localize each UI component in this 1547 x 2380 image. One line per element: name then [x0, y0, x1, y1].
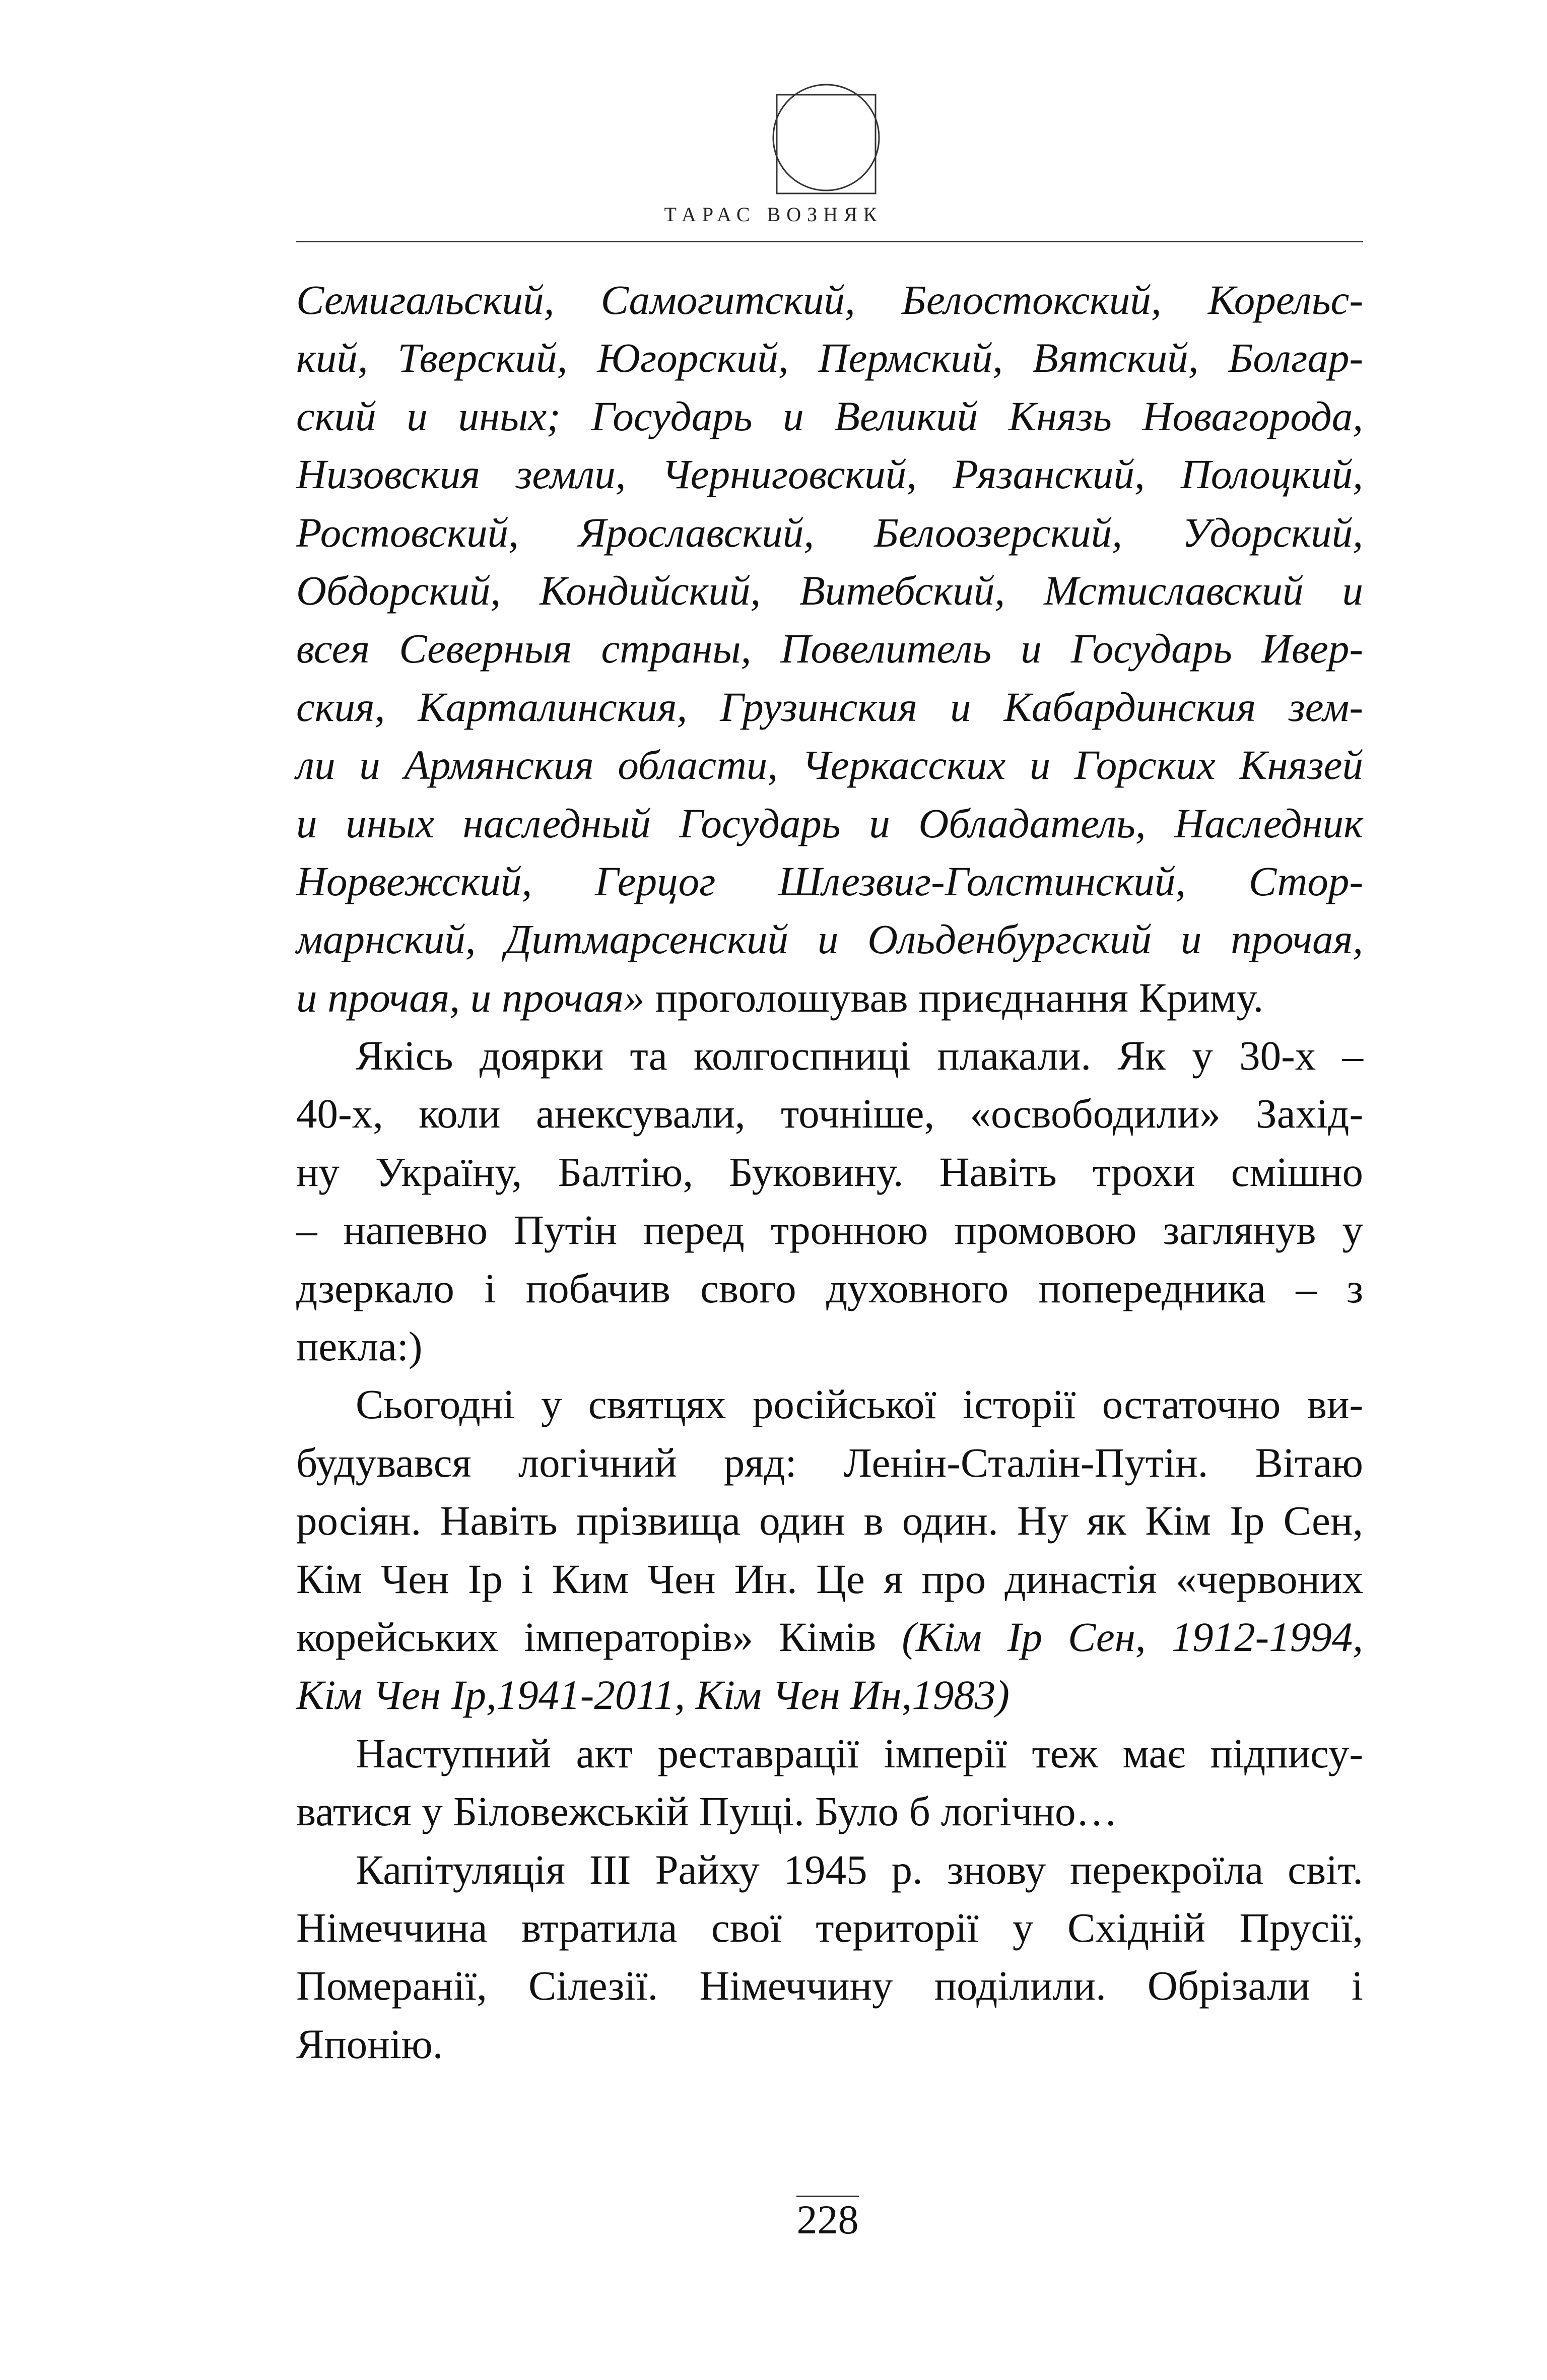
text-segment: будувався логічний ряд: Ленін-Сталін-Путін. Вітаю	[296, 1439, 1363, 1486]
text-segment: Кім Чен Ір і Ким Чен Ин. Це я про династія «червоних	[296, 1555, 1363, 1602]
circle-in-square-emblem-icon	[766, 75, 887, 201]
text-segment: Капітуляція ІІІ Райху 1945 р. знову перекроїла світ.	[356, 1846, 1363, 1893]
text-line	[296, 1375, 1363, 1433]
italic-text-segment: Ростовский, Ярославский, Белоозерский, Удорский,	[296, 509, 1363, 556]
header-rule	[296, 241, 1363, 242]
text-line	[296, 1201, 1363, 1259]
text-line	[296, 736, 1363, 794]
italic-text-segment: (Кім Ір Сен, 1912-1994,	[902, 1613, 1363, 1660]
page-footer	[792, 2196, 863, 2242]
italic-text-segment: Семигальский, Самогитский, Белостокский, Корельс-	[296, 277, 1363, 323]
italic-text-segment: всея Северныя страны, Повелитель и Государь Ивер-	[296, 625, 1363, 672]
text-segment: дзеркало і побачив свого духовного попередника – з	[296, 1265, 1363, 1311]
text-segment: пекла:)	[296, 1323, 423, 1370]
text-line	[296, 1666, 1363, 1724]
text-line	[296, 969, 1363, 1027]
text-line	[296, 1027, 1363, 1085]
text-line	[296, 678, 1363, 736]
text-line	[296, 1957, 1363, 2015]
italic-text-segment: ли и Армянския области, Черкасских и Горских Князей	[296, 742, 1363, 788]
text-line	[296, 795, 1363, 852]
text-line	[296, 504, 1363, 562]
text-line	[296, 620, 1363, 678]
text-line	[296, 1492, 1363, 1550]
page-body-text	[296, 271, 1363, 2073]
page-number: 228	[796, 2197, 859, 2242]
italic-text-segment: марнский, Дитмарсенский и Ольденбургский и прочая,	[296, 916, 1363, 963]
text-line	[296, 1899, 1363, 1957]
text-segment: росіян. Навіть прізвища один в один. Ну як Кім Ір Сен,	[296, 1497, 1363, 1544]
text-line	[296, 1317, 1363, 1375]
text-line	[296, 271, 1363, 329]
text-segment: проголошував приєднання Криму.	[644, 974, 1264, 1021]
text-line	[296, 910, 1363, 968]
running-header-author: ТАРАС ВОЗНЯК	[664, 203, 883, 226]
text-line	[296, 1550, 1363, 1608]
text-line	[296, 445, 1363, 503]
italic-text-segment: Низовския земли, Черниговский, Рязанский, Полоцкий,	[296, 451, 1363, 498]
text-segment: – напевно Путін перед тронною промовою заглянув у	[296, 1207, 1363, 1253]
text-line	[296, 2015, 1363, 2073]
italic-text-segment: ский и иных; Государь и Великий Князь Новагорода,	[296, 392, 1363, 439]
text-line	[296, 1725, 1363, 1782]
text-line	[296, 1841, 1363, 1899]
italic-text-segment: и прочая, и прочая»	[296, 974, 645, 1021]
italic-text-segment: Кім Чен Ір,1941-2011, Кім Чен Ин,1983)	[296, 1672, 1010, 1718]
text-line	[296, 562, 1363, 620]
italic-text-segment: ския, Карталинския, Грузинския и Кабардинския зем-	[296, 683, 1363, 730]
text-line	[296, 1143, 1363, 1201]
italic-text-segment: Норвежский, Герцог Шлезвиг-Голстинский, Стор-	[296, 857, 1363, 904]
text-segment: ну Україну, Балтію, Буковину. Навіть трохи смішно	[296, 1148, 1363, 1195]
italic-text-segment: кий, Тверский, Югорский, Пермский, Вятский, Болгар-	[296, 335, 1363, 381]
text-line	[296, 852, 1363, 910]
text-line	[296, 387, 1363, 445]
text-segment: Японію.	[296, 2020, 443, 2067]
text-segment: ватися у Біловежській Пущі. Було б логічно…	[296, 1788, 1118, 1835]
text-segment: Сьогодні у святцях російської історії остаточно ви-	[356, 1381, 1363, 1428]
italic-text-segment: и иных наследный Государь и Обладатель, Наследник	[296, 800, 1363, 846]
text-segment: Якісь доярки та колгоспниці плакали. Як у 30-х –	[356, 1032, 1363, 1079]
text-line	[296, 1608, 1363, 1666]
text-segment: 40-х, коли анексували, точніше, «освободили» Захід-	[296, 1090, 1363, 1137]
text-line	[296, 1260, 1363, 1317]
italic-text-segment: Обдорский, Кондийский, Витебский, Мстиславский и	[296, 567, 1363, 614]
text-segment: корейських імператорів» Кімів	[296, 1613, 902, 1660]
text-line	[296, 1434, 1363, 1492]
text-line	[296, 1085, 1363, 1143]
text-segment: Німеччина втратила свої території у Східній Прусії,	[296, 1904, 1363, 1951]
text-line	[296, 1782, 1363, 1840]
text-segment: Померанії, Сілезії. Німеччину поділили. Обрізали і	[296, 1962, 1363, 2009]
text-segment: Наступний акт реставрації імперії теж має підпису-	[356, 1730, 1363, 1776]
text-line	[296, 329, 1363, 387]
